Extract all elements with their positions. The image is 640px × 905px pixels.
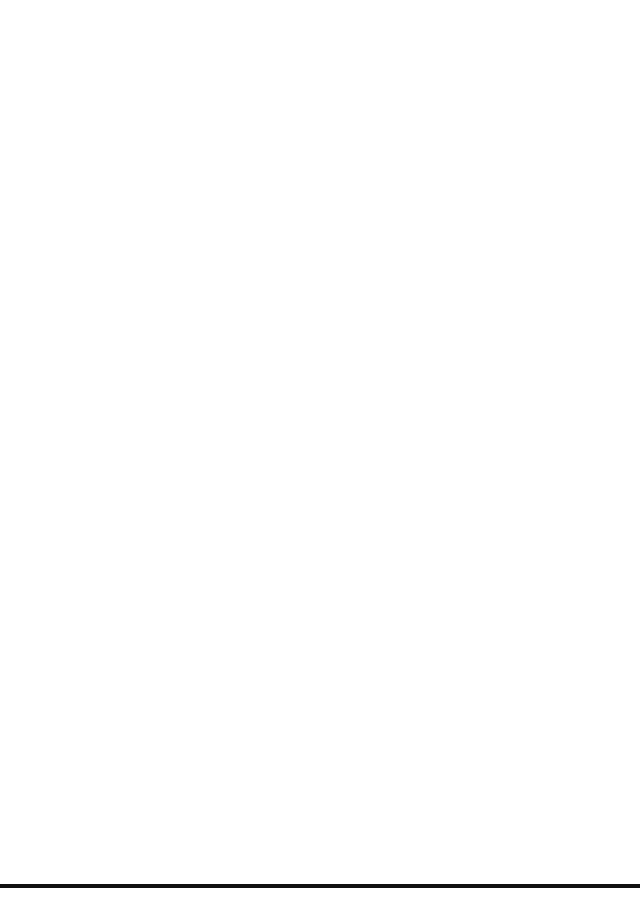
bottom-rule (0, 884, 640, 888)
